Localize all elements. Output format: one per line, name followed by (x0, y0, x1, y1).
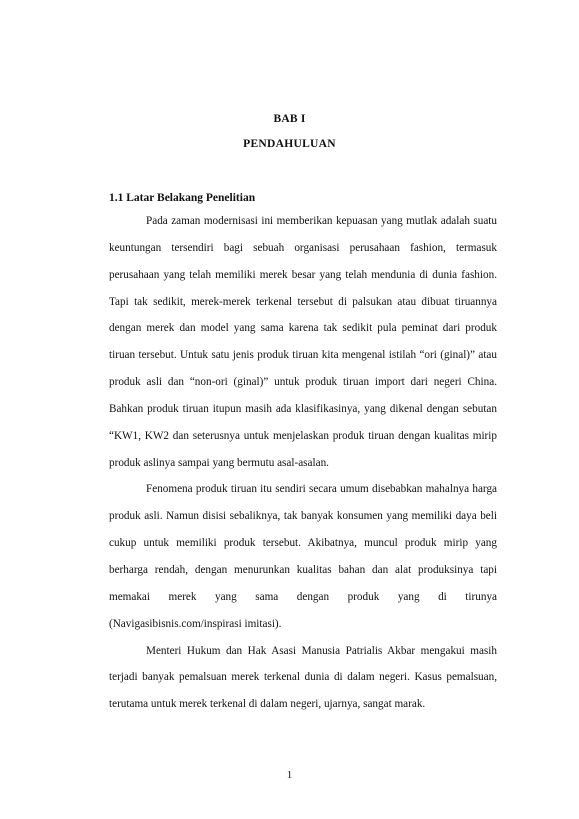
chapter-title: PENDAHULUAN (243, 138, 336, 150)
chapter-label: BAB I (273, 113, 306, 125)
paragraph-1: Pada zaman modernisasi ini memberikan kepuasan yang mutlak adalah suatu keuntungan tersendiri bagi sebuah organisasi perusahaan fashion, termasuk perusahaan yang telah memiliki merek besar yang telah mendunia di dunia fashion. Tapi tak sedikit, merek-merek terkenal tersebut di palsukan atau dibuat tiruannya dengan merek dan model yang sama karena tak sedikit pula peminat dari produk tiruan tersebut. Untuk satu jenis produk tiruan kita mengenal istilah “ori (ginal)” atau produk asli dan “non-ori (ginal)” untuk produk tiruan import dari negeri China. Bahkan produk tiruan itupun masih ada klasifikasinya, yang dikenal dengan sebutan “KW1, KW2 dan seterusnya untuk menjelaskan produk tiruan dengan kualitas mirip produk aslinya sampai yang bermutu asal-asalan. (109, 215, 497, 469)
section-heading: 1.1 Latar Belakang Penelitian (109, 192, 256, 204)
body-text (109, 208, 497, 718)
paragraph-2: Fenomena produk tiruan itu sendiri secara umum disebabkan mahalnya harga produk asli. Namun disisi sebaliknya, tak banyak konsumen yang memiliki daya beli cukup untuk memiliki produk tersebut. Akibatnya, muncul produk mirip yang berharga rendah, dengan menurunkan kualitas bahan dan alat produksinya tapi memakai merek yang sama dengan produk yang di tirunya (Navigasibisnis.com/inspirasi imitasi). (109, 483, 497, 630)
paragraph-3: Menteri Hukum dan Hak Asasi Manusia Patrialis Akbar mengakui masih terjadi banyak pemalsuan merek terkenal dunia di dalam negeri. Kasus pemalsuan, terutama untuk merek terkenal di dalam negeri, ujarnya, sangat marak. (109, 644, 497, 711)
page-number: 1 (286, 769, 293, 781)
